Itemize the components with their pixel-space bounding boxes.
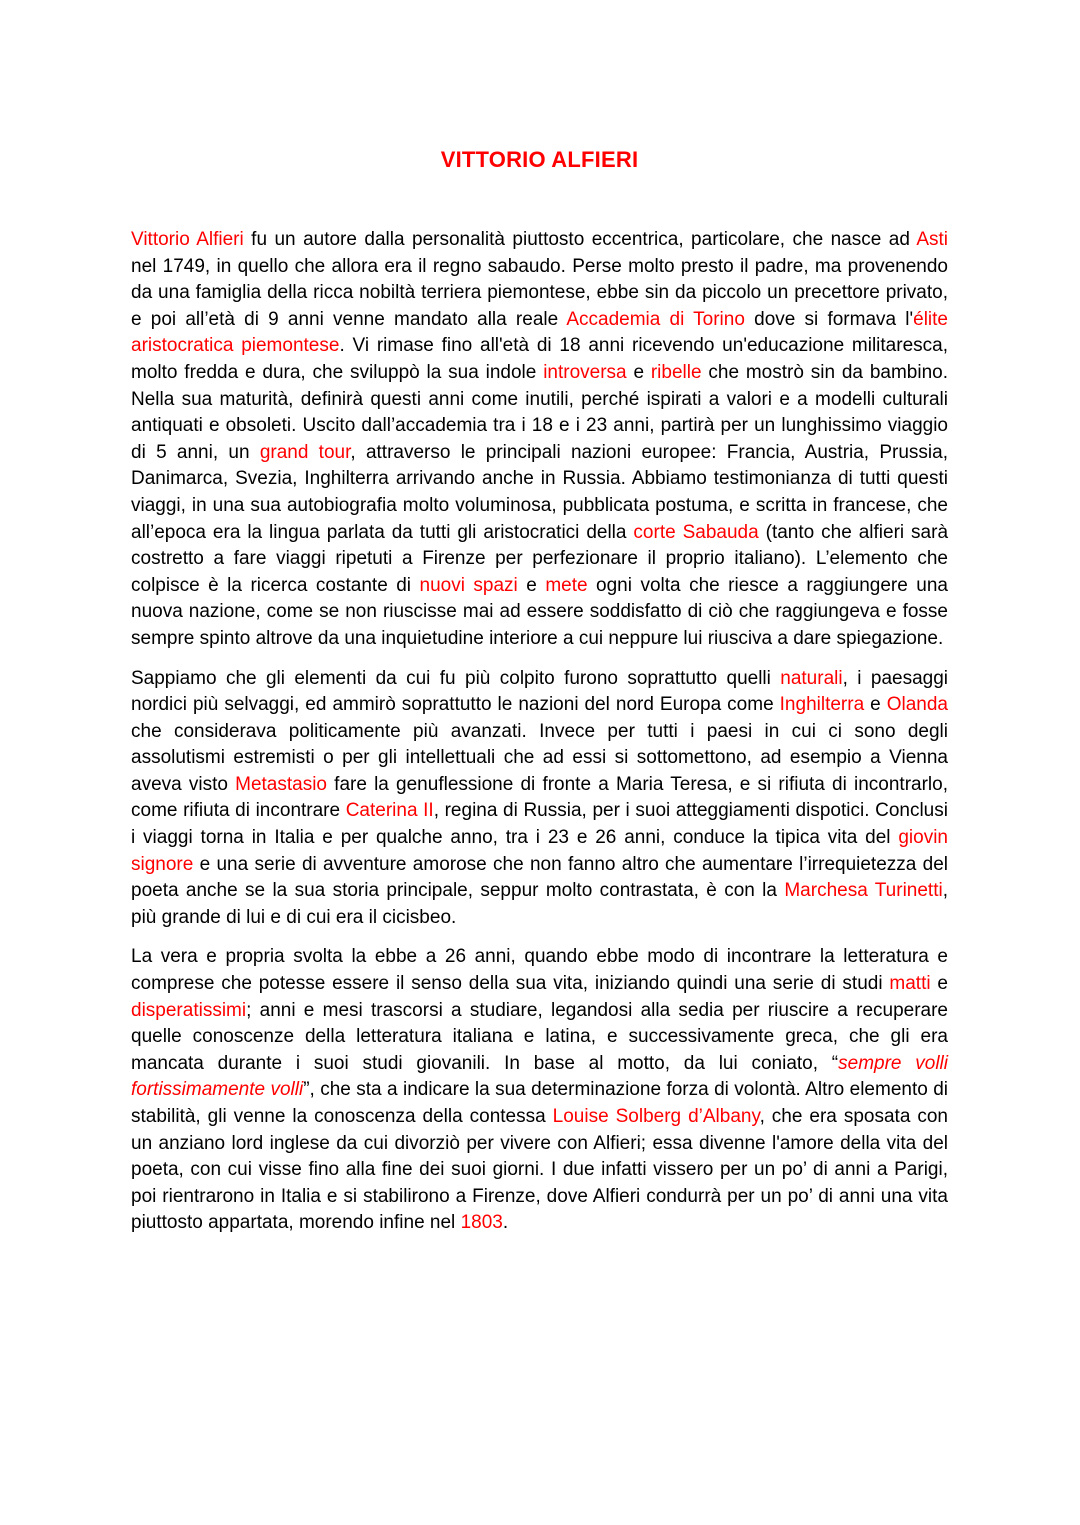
- text-run: e: [517, 574, 546, 596]
- text-run: e: [626, 361, 651, 383]
- highlighted-term: disperatissimi: [131, 999, 247, 1021]
- highlighted-term: Marchesa Turinetti: [784, 880, 943, 902]
- highlighted-term: grand tour: [259, 441, 351, 463]
- text-run: nel 1749, in quello che allora era il regno sabaudo. Perse molto presto il padre, ma provenendo da una famiglia della ricca nobiltà terriera piemontese, ebbe sin da piccolo un precettore privato, e poi all’età di 9 anni venne mandato alla reale: [131, 255, 948, 330]
- text-run: e: [864, 694, 887, 716]
- text-run: Sappiamo che gli elementi da cui fu più colpito furono soprattutto quelli: [131, 667, 781, 689]
- highlighted-term: Vittorio Alfieri: [131, 229, 244, 250]
- highlighted-term: Asti: [916, 229, 948, 250]
- highlighted-term: nuovi spazi: [419, 574, 518, 596]
- paragraph: [131, 944, 948, 1237]
- highlighted-term: introversa: [543, 361, 627, 383]
- highlighted-term: Caterina II: [345, 800, 434, 822]
- document-body: [131, 227, 948, 1250]
- highlighted-term: 1803: [460, 1212, 503, 1234]
- paragraph: [131, 227, 948, 653]
- highlighted-term: Inghilterra: [779, 694, 865, 716]
- text-run: e una serie di avventure amorose che non fanno altro che aumentare l’irrequietezza del poeta anche se la sua storia principale, seppur molto contrastata, è con la: [131, 853, 948, 902]
- text-run: che mostrò sin da bambino. Nella sua maturità, definirà questi anni come inutili, perché ispirati a valori e a modelli culturali antiquati e obsoleti. Uscito dall’accademia tra i 18 e i 23 anni, partirà per un lunghissimo viaggio di 5 anni, un: [131, 361, 948, 463]
- highlighted-term: Olanda: [886, 694, 948, 716]
- highlighted-term: corte Sabauda: [633, 521, 759, 543]
- text-run: , più grande di lui e di cui era il cicisbeo.: [131, 880, 948, 928]
- paragraph: [131, 666, 948, 932]
- text-run: , che era sposata con un anziano lord inglese da cui divorziò per vivere con Alfieri; essa divenne l'amore della vita del poeta, con cui visse fino alla fine dei suoi giorni. I due infatti vissero per un po’ di anni a Parigi, poi rientrarono in Italia e si stabilirono a Firenze, dove Alfieri condurrà per un po’ di anni una vita piuttosto appartata, morendo infine nel: [131, 1106, 949, 1234]
- text-run: ”, che sta a indicare la sua determinazione forza di volontà. Altro elemento di stabilità, gli venne la conoscenza della contessa: [131, 1079, 948, 1127]
- text-run: , regina di Russia, per i suoi atteggiamenti dispotici. Conclusi i viaggi torna in Italia e per qualche anno, tra i 23 e 26 anni, conduce la tipica vita del: [131, 800, 948, 849]
- text-run: La vera e propria svolta la ebbe a 26 anni, quando ebbe modo di incontrare la letteratura e comprese che potesse essere il senso della sua vita, iniziando quindi una serie di studi: [131, 946, 948, 995]
- highlighted-term: giovin signore: [131, 827, 948, 875]
- text-run: e: [930, 973, 948, 995]
- text-run: , i paesaggi nordici più selvaggi, ed ammirò soprattutto le nazioni del nord Europa come: [131, 667, 948, 716]
- highlighted-term: mete: [545, 574, 588, 596]
- highlighted-term: matti: [889, 973, 931, 995]
- highlighted-term: Accademia di Torino: [566, 308, 745, 330]
- text-run: , attraverso le principali nazioni europee: Francia, Austria, Prussia, Danimarca, Svezia, Inghilterra arrivando anche in Russia. Abbiamo testimonianza di tutti questi viaggi, in una sua autobiografia molto voluminosa, pubblicata postuma, e scritta in francese, che all’epoca era la lingua parlata da tutti gli aristocratici della: [131, 441, 948, 543]
- document-title: VITTORIO ALFIERI: [440, 146, 639, 172]
- text-run: fu un autore dalla personalità piuttosto eccentrica, particolare, che nasce ad: [243, 229, 917, 250]
- text-run: ; anni e mesi trascorsi a studiare, legandosi alla sedia per riuscire a recuperare quelle conoscenze della letteratura italiana e latina, e successivamente greca, che gli era mancata durante i suoi studi giovanili. In base al motto, da lui coniato, “: [131, 999, 948, 1074]
- text-run: fare la genuflessione di fronte a Maria Teresa, e si rifiuta di incontrarlo, come rifiuta di incontrare: [131, 773, 948, 822]
- highlighted-term: naturali: [780, 667, 843, 689]
- text-run: che considerava politicamente più avanzati. Invece per tutti i paesi in cui ci sono degli assolutismi estremisti o per gli intellettuali che ad essi si sottomettono, ad esempio a Vienna aveva visto: [131, 720, 948, 795]
- text-run: . Vi rimase fino all'età di 18 anni ricevendo un'educazione militaresca, molto fredda e dura, che sviluppò la sua indole: [131, 335, 948, 383]
- text-run: dove si formava l': [744, 308, 914, 330]
- highlighted-term: Louise Solberg d’Albany: [552, 1106, 760, 1127]
- highlighted-term: Metastasio: [235, 773, 327, 795]
- text-run: (tanto che alfieri sarà costretto a fare viaggi ripetuti a Firenze per perfezionare il proprio italiano). L’elemento che colpisce è la ricerca costante di: [131, 521, 949, 596]
- highlighted-term: élite aristocratica piemontese: [131, 308, 948, 357]
- text-run: .: [502, 1212, 509, 1234]
- highlighted-quote: sempre volli fortissimamente volli: [131, 1052, 948, 1101]
- highlighted-term: ribelle: [650, 361, 702, 383]
- text-run: ogni volta che riesce a raggiungere una nuova nazione, come se non riuscisse mai ad essere soddisfatto di ciò che raggiungeva e fosse sempre spinto altrove da una inquietudine interiore a cui neppure lui riusciva a dare spiegazione.: [131, 574, 948, 649]
